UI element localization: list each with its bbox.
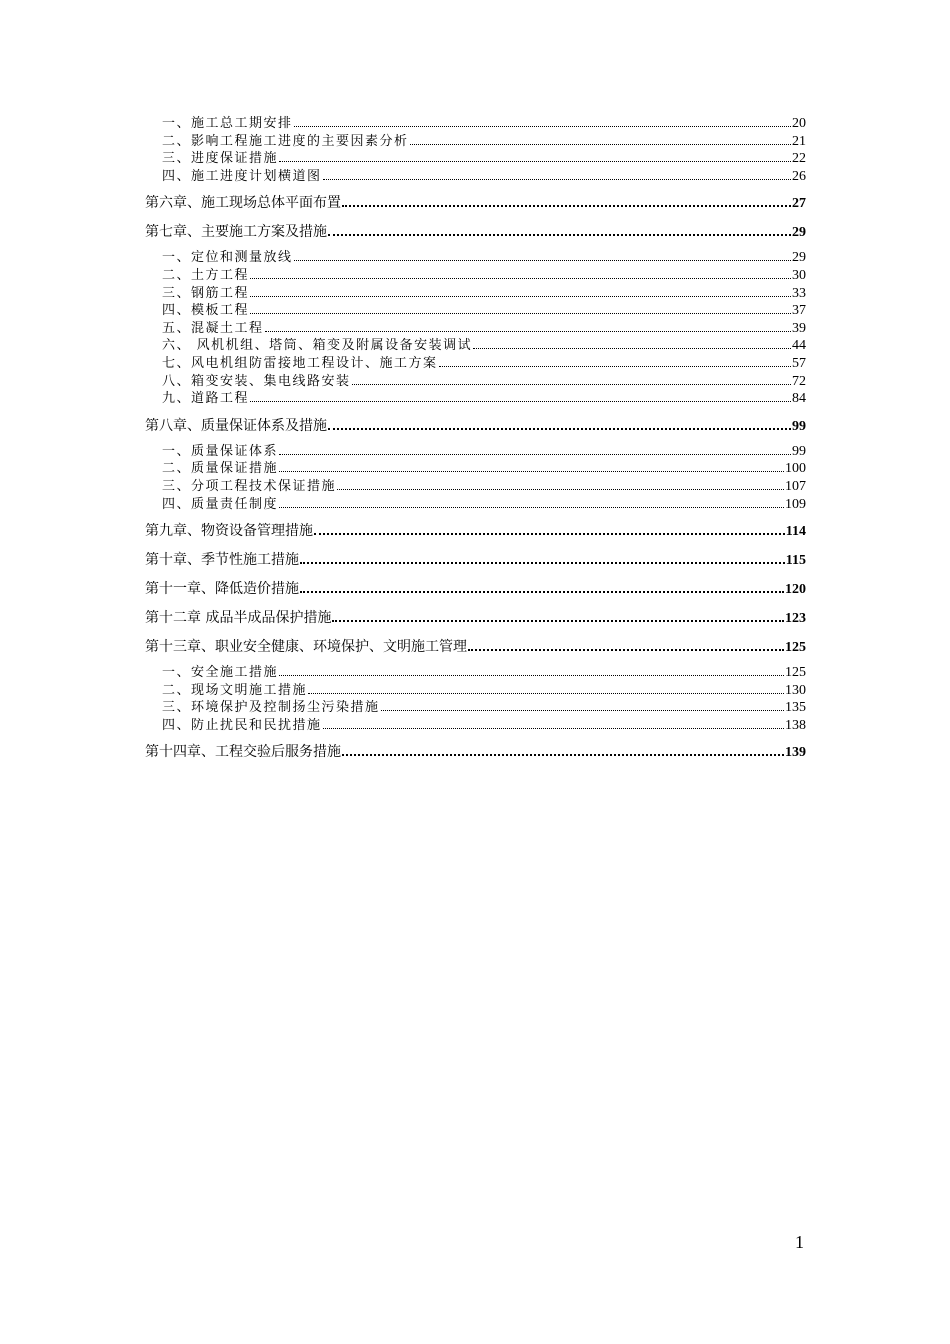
- toc-dot-leader: [279, 507, 784, 508]
- toc-dot-leader: [294, 126, 791, 127]
- toc-entry-title: 三、分项工程技术保证措施: [162, 478, 337, 494]
- toc-dot-leader: [332, 620, 784, 622]
- toc-dot-leader: [342, 205, 791, 207]
- toc-entry-page: 30: [792, 267, 806, 283]
- toc-chapter-entry[interactable]: [145, 578, 806, 597]
- toc-entry-title: 第十一章、降低造价措施: [145, 581, 299, 598]
- toc-entry-page: 84: [792, 391, 806, 407]
- toc-entry-title: 三、钢筋工程: [162, 285, 250, 301]
- toc-entry-title: 一、质量保证体系: [162, 443, 279, 459]
- toc-dot-leader: [279, 161, 791, 162]
- toc-dot-leader: [439, 366, 791, 367]
- toc-entry-page: 115: [785, 553, 806, 569]
- toc-entry-title: 二、土方工程: [162, 267, 250, 283]
- toc-entry-page: 37: [792, 303, 806, 319]
- toc-dot-leader: [381, 710, 784, 711]
- toc-entry-page: 109: [785, 496, 806, 512]
- toc-entry-title: 一、定位和测量放线: [162, 250, 293, 266]
- toc-dot-leader: [337, 489, 784, 490]
- toc-entry-title: 第十二章 成品半成品保护措施: [145, 610, 332, 627]
- toc-dot-leader: [323, 179, 791, 180]
- toc-entry-title: 二、质量保证措施: [162, 461, 279, 477]
- toc-section-entry[interactable]: [145, 246, 806, 264]
- toc-section-entry[interactable]: [145, 475, 806, 493]
- toc-dot-leader: [279, 471, 784, 472]
- toc-entry-page: 39: [792, 320, 806, 336]
- toc-entry-title: 五、混凝土工程: [162, 320, 264, 336]
- toc-dot-leader: [342, 754, 784, 756]
- toc-dot-leader: [473, 348, 791, 349]
- toc-entry-title: 二、影响工程施工进度的主要因素分析: [162, 133, 409, 149]
- toc-entry-page: 57: [792, 355, 806, 371]
- toc-dot-leader: [279, 675, 784, 676]
- toc-dot-leader: [250, 401, 791, 402]
- toc-entry-title: 二、现场文明施工措施: [162, 682, 308, 698]
- toc-section-entry[interactable]: [145, 387, 806, 405]
- toc-section-entry[interactable]: [145, 130, 806, 148]
- toc-entry-title: 四、模板工程: [162, 303, 250, 319]
- toc-chapter-entry[interactable]: [145, 741, 806, 760]
- toc-entry-page: 22: [792, 151, 806, 167]
- toc-section-entry[interactable]: [145, 112, 806, 130]
- toc-entry-page: 125: [785, 640, 806, 656]
- toc-section-entry[interactable]: [145, 661, 806, 679]
- toc-dot-leader: [352, 384, 791, 385]
- toc-entry-page: 139: [785, 745, 806, 761]
- toc-entry-title: 第七章、主要施工方案及措施: [145, 224, 327, 241]
- toc-dot-leader: [323, 728, 784, 729]
- toc-chapter-entry[interactable]: [145, 636, 806, 655]
- toc-chapter-entry[interactable]: [145, 192, 806, 211]
- toc-section-entry[interactable]: [145, 165, 806, 183]
- toc-entry-page: 27: [792, 196, 806, 212]
- table-of-contents: [145, 112, 806, 760]
- toc-entry-title: 三、进度保证措施: [162, 151, 279, 167]
- toc-section-entry[interactable]: [145, 370, 806, 388]
- toc-entry-page: 29: [792, 250, 806, 266]
- toc-entry-title: 第九章、物资设备管理措施: [145, 523, 313, 540]
- toc-dot-leader: [468, 649, 784, 651]
- toc-entry-title: 四、质量责任制度: [162, 496, 279, 512]
- toc-section-entry[interactable]: [145, 147, 806, 165]
- toc-entry-page: 20: [792, 116, 806, 131]
- toc-chapter-entry[interactable]: [145, 549, 806, 568]
- toc-chapter-entry[interactable]: [145, 415, 806, 434]
- toc-entry-page: 99: [792, 443, 806, 459]
- toc-entry-page: 99: [792, 418, 806, 434]
- toc-entry-title: 七、风电机组防雷接地工程设计、施工方案: [162, 355, 438, 371]
- toc-entry-page: 125: [785, 665, 806, 681]
- toc-entry-page: 138: [785, 717, 806, 733]
- toc-entry-title: 一、安全施工措施: [162, 665, 279, 681]
- page-number: 1: [795, 1232, 804, 1252]
- toc-section-entry[interactable]: [145, 352, 806, 370]
- toc-dot-leader: [308, 693, 784, 694]
- toc-dot-leader: [279, 454, 791, 455]
- toc-section-entry[interactable]: [145, 440, 806, 458]
- toc-entry-title: 第十四章、工程交验后服务措施: [145, 744, 341, 761]
- toc-entry-title: 四、防止扰民和民扰措施: [162, 717, 322, 733]
- toc-dot-leader: [314, 533, 785, 535]
- toc-entry-page: 120: [785, 582, 806, 598]
- toc-entry-page: 107: [785, 478, 806, 494]
- toc-entry-page: 100: [785, 461, 806, 477]
- toc-chapter-entry[interactable]: [145, 221, 806, 240]
- toc-dot-leader: [250, 278, 791, 279]
- toc-entry-page: 44: [792, 338, 806, 354]
- toc-entry-page: 114: [785, 524, 806, 540]
- toc-entry-title: 三、环境保护及控制扬尘污染措施: [162, 700, 380, 716]
- toc-dot-leader: [250, 296, 791, 297]
- toc-dot-leader: [410, 144, 791, 145]
- toc-dot-leader: [250, 313, 791, 314]
- toc-entry-page: 123: [785, 611, 806, 627]
- toc-section-entry[interactable]: [145, 334, 806, 352]
- toc-dot-leader: [300, 562, 785, 564]
- toc-entry-title: 第十三章、职业安全健康、环境保护、文明施工管理: [145, 639, 467, 656]
- toc-dot-leader: [328, 234, 791, 236]
- toc-chapter-entry[interactable]: [145, 520, 806, 539]
- toc-entry-page: 130: [785, 682, 806, 698]
- toc-section-entry[interactable]: [145, 299, 806, 317]
- toc-entry-title: 四、施工进度计划横道图: [162, 168, 322, 184]
- toc-entry-title: 一、施工总工期安排: [162, 116, 293, 131]
- toc-dot-leader: [265, 331, 791, 332]
- toc-entry-page: 135: [785, 700, 806, 716]
- toc-entry-title: 第八章、质量保证体系及措施: [145, 417, 327, 434]
- toc-section-entry[interactable]: [145, 317, 806, 335]
- toc-section-entry[interactable]: [145, 679, 806, 697]
- toc-entry-page: 21: [792, 133, 806, 149]
- toc-entry-page: 33: [792, 285, 806, 301]
- toc-dot-leader: [300, 591, 784, 593]
- toc-entry-title: 第六章、施工现场总体平面布置: [145, 195, 341, 212]
- toc-entry-page: 72: [792, 373, 806, 389]
- toc-entry-title: 六、 风机机组、塔筒、箱变及附属设备安装调试: [162, 338, 473, 354]
- toc-section-entry[interactable]: [145, 493, 806, 511]
- toc-section-entry[interactable]: [145, 714, 806, 732]
- toc-chapter-entry[interactable]: [145, 607, 806, 626]
- toc-section-entry[interactable]: [145, 282, 806, 300]
- toc-section-entry[interactable]: [145, 696, 806, 714]
- toc-entry-page: 29: [792, 225, 806, 241]
- toc-section-entry[interactable]: [145, 457, 806, 475]
- toc-entry-page: 26: [792, 168, 806, 184]
- toc-entry-title: 九、道路工程: [162, 391, 250, 407]
- toc-section-entry[interactable]: [145, 264, 806, 282]
- toc-entry-title: 八、箱变安装、集电线路安装: [162, 373, 351, 389]
- toc-dot-leader: [294, 260, 791, 261]
- toc-dot-leader: [328, 428, 791, 430]
- toc-entry-title: 第十章、季节性施工措施: [145, 552, 299, 569]
